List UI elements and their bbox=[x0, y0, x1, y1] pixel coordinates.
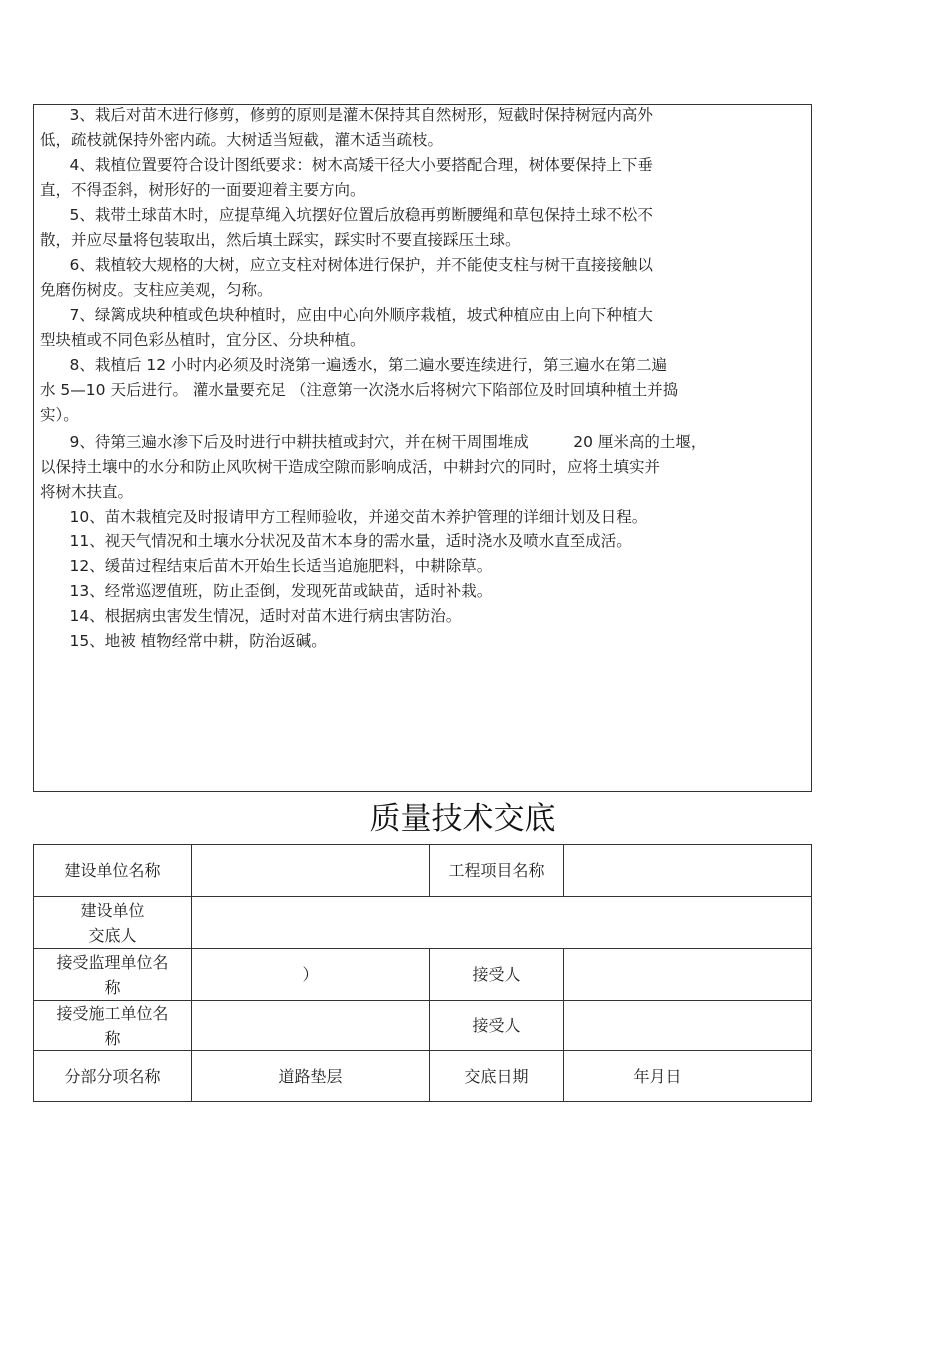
value-project-name[interactable] bbox=[563, 844, 812, 897]
label-subitem-name: 分部分项名称 bbox=[33, 1050, 192, 1102]
note-line: 实）。 bbox=[40, 406, 79, 424]
label-receiver-contractor: 接受人 bbox=[429, 1000, 564, 1051]
note-line: 8、栽植后 12 小时内必须及时浇第一遍透水，第二遍水要连续进行，第三遍水在第二遍 bbox=[40, 356, 668, 374]
label-supervision-unit: 接受监理单位名 称 bbox=[33, 948, 192, 1001]
note-line: 9、待第三遍水渗下后及时进行中耕扶植或封穴，并在树干周围堆成 20 厘米高的土堰， bbox=[40, 433, 707, 451]
note-line: 11、视天气情况和土壤水分状况及苗木本身的需水量，适时浇水及喷水直至成活。 bbox=[40, 532, 632, 550]
note-line: 7、绿篱成块种植或色块种植时，应由中心向外顺序栽植，坡式种植应由上向下种植大 bbox=[40, 306, 653, 324]
label-contractor-unit: 接受施工单位名 称 bbox=[33, 1000, 192, 1051]
page-title: 质量技术交底 bbox=[369, 801, 556, 837]
label-briefing-person: 建设单位 交底人 bbox=[33, 896, 192, 949]
label-briefing-date: 交底日期 bbox=[429, 1050, 564, 1102]
note-line: 15、地被 植物经常中耕，防治返碱。 bbox=[40, 632, 327, 650]
note-line: 将树木扶直。 bbox=[40, 483, 134, 501]
note-line: 以保持土壤中的水分和防止风吹树干造成空隙而影响成活，中耕封穴的同时，应将土填实并 bbox=[40, 458, 661, 476]
value-briefing-date[interactable]: 年月日 bbox=[563, 1050, 812, 1102]
value-construction-unit[interactable] bbox=[191, 844, 430, 897]
note-line: 13、经常巡逻值班，防止歪倒，发现死苗或缺苗，适时补栽。 bbox=[40, 582, 493, 600]
value-supervision-unit[interactable]: ） bbox=[191, 948, 430, 1001]
note-line: 低，疏枝就保持外密内疏。大树适当短截，灌木适当疏枝。 bbox=[40, 131, 444, 149]
note-line: 4、栽植位置要符合设计图纸要求：树木高矮干径大小要搭配合理，树体要保持上下垂 bbox=[40, 156, 653, 174]
note-line: 免磨伤树皮。支柱应美观，匀称。 bbox=[40, 281, 273, 299]
value-briefing-person[interactable] bbox=[191, 896, 812, 949]
value-subitem-name[interactable]: 道路垫层 bbox=[191, 1050, 430, 1102]
note-line: 型块植或不同色彩丛植时，宜分区、分块种植。 bbox=[40, 331, 366, 349]
label-receiver-supervision: 接受人 bbox=[429, 948, 564, 1001]
value-receiver-supervision[interactable] bbox=[563, 948, 812, 1001]
label-project-name: 工程项目名称 bbox=[429, 844, 564, 897]
note-line: 14、根据病虫害发生情况，适时对苗木进行病虫害防治。 bbox=[40, 607, 462, 625]
value-contractor-unit[interactable] bbox=[191, 1000, 430, 1051]
note-line: 10、苗木栽植完及时报请甲方工程师验收，并递交苗木养护管理的详细计划及日程。 bbox=[40, 508, 648, 526]
technical-notes-box bbox=[33, 104, 812, 792]
note-line: 直，不得歪斜，树形好的一面要迎着主要方向。 bbox=[40, 181, 366, 199]
note-line: 12、缓苗过程结束后苗木开始生长适当追施肥料，中耕除草。 bbox=[40, 557, 493, 575]
note-line: 水 5—10 天后进行。 灌水量要充足 （注意第一次浇水后将树穴下陷部位及时回填种植土并捣 bbox=[40, 381, 679, 399]
label-construction-unit: 建设单位名称 bbox=[33, 844, 192, 897]
note-line: 3、栽后对苗木进行修剪，修剪的原则是灌木保持其自然树形，短截时保持树冠内高外 bbox=[40, 106, 653, 124]
note-line: 5、栽带土球苗木时，应提草绳入坑摆好位置后放稳再剪断腰绳和草包保持土球不松不 bbox=[40, 206, 653, 224]
note-line: 散，并应尽量将包装取出，然后填土踩实，踩实时不要直接踩压土球。 bbox=[40, 231, 521, 249]
value-receiver-contractor[interactable] bbox=[563, 1000, 812, 1051]
note-line: 6、栽植较大规格的大树，应立支柱对树体进行保护，并不能使支柱与树干直接接触以 bbox=[40, 256, 653, 274]
notes-text bbox=[34, 103, 813, 703]
